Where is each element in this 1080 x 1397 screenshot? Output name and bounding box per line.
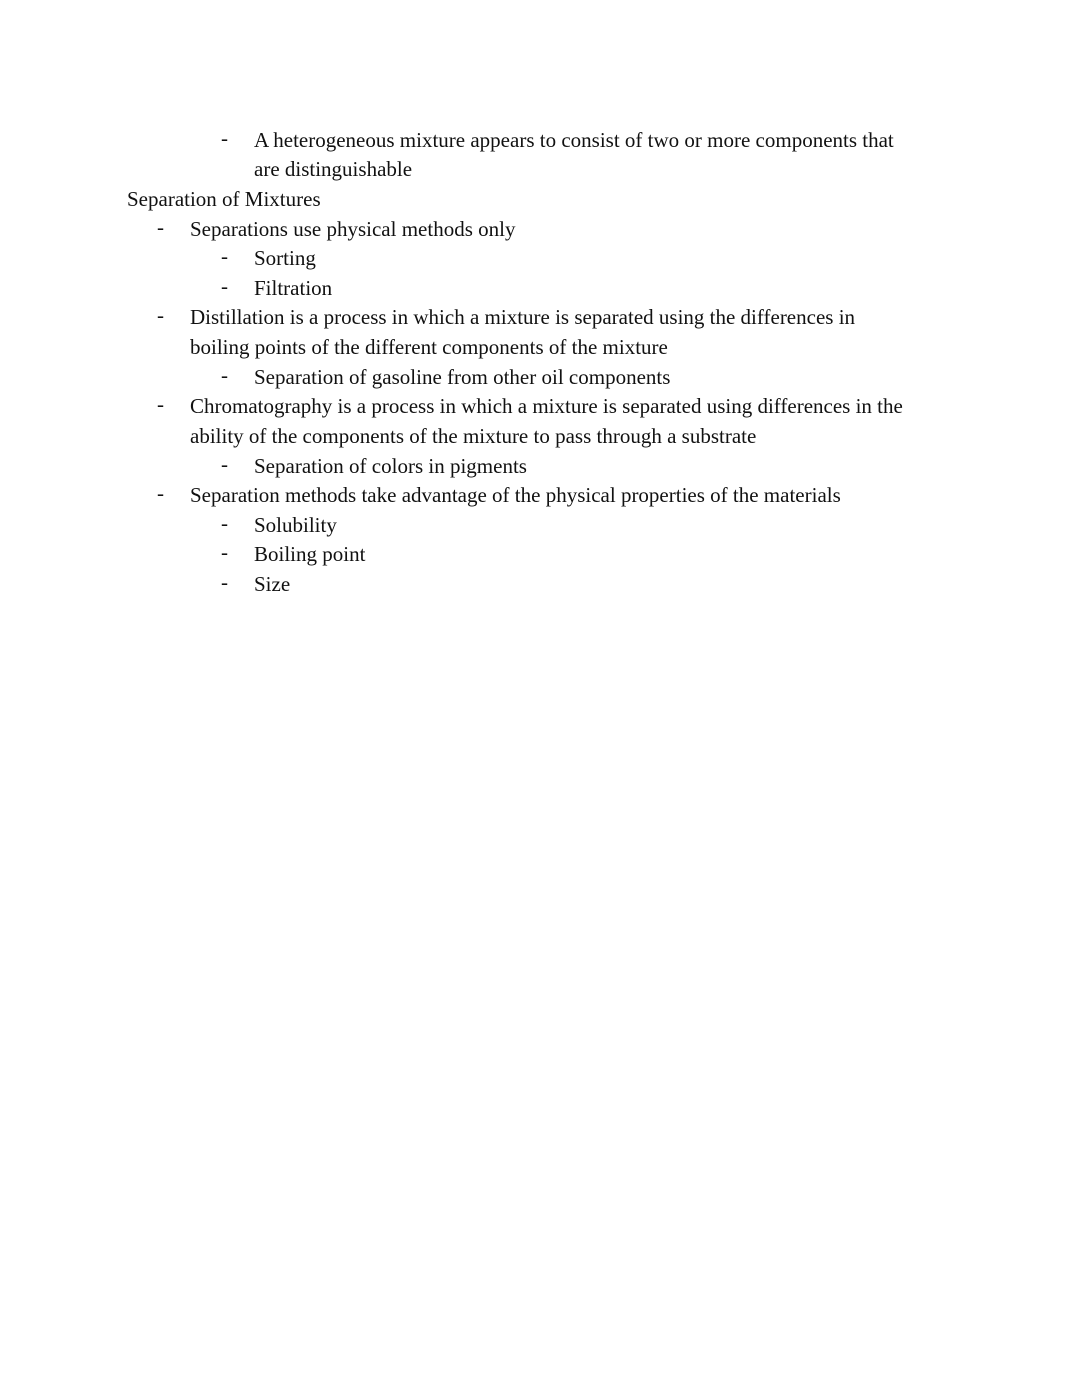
sub-list-item: Solubility xyxy=(254,513,337,537)
list-item-text: Distillation is a process in which a mixture is separated using the differences in xyxy=(190,305,856,329)
section-heading: Separation of Mixtures xyxy=(127,187,321,211)
bullet-dash: - xyxy=(221,363,228,387)
bullet-dash: - xyxy=(157,303,164,327)
bullet-dash: - xyxy=(157,392,164,416)
bullet-dash: - xyxy=(221,570,228,594)
list-item-text-continued: ability of the components of the mixture to pass through a substrate xyxy=(190,424,757,448)
list-item-text: Separations use physical methods only xyxy=(190,217,516,241)
bullet-dash: - xyxy=(221,540,228,564)
sub-list-item: Sorting xyxy=(254,246,316,270)
sub-list-item: Boiling point xyxy=(254,542,366,566)
bullet-dash: - xyxy=(221,452,228,476)
sub-list-item: Separation of colors in pigments xyxy=(254,454,527,478)
list-item-text: A heterogeneous mixture appears to consist of two or more components that xyxy=(254,128,894,152)
sub-list-item: Size xyxy=(254,572,291,596)
list-item-text: Chromatography is a process in which a mixture is separated using differences in the xyxy=(190,394,903,418)
bullet-dash: - xyxy=(157,481,164,505)
sub-list-item: Separation of gasoline from other oil components xyxy=(254,365,671,389)
bullet-dash: - xyxy=(221,244,228,268)
bullet-dash: - xyxy=(221,511,228,535)
bullet-dash: - xyxy=(221,274,228,298)
list-item-text-continued: are distinguishable xyxy=(254,157,413,181)
sub-list-item: Filtration xyxy=(254,276,333,300)
list-item-text: Separation methods take advantage of the physical properties of the materials xyxy=(190,483,841,507)
list-item-text-continued: boiling points of the different components of the mixture xyxy=(190,335,668,359)
bullet-dash: - xyxy=(157,215,164,239)
bullet-dash: - xyxy=(221,126,228,150)
